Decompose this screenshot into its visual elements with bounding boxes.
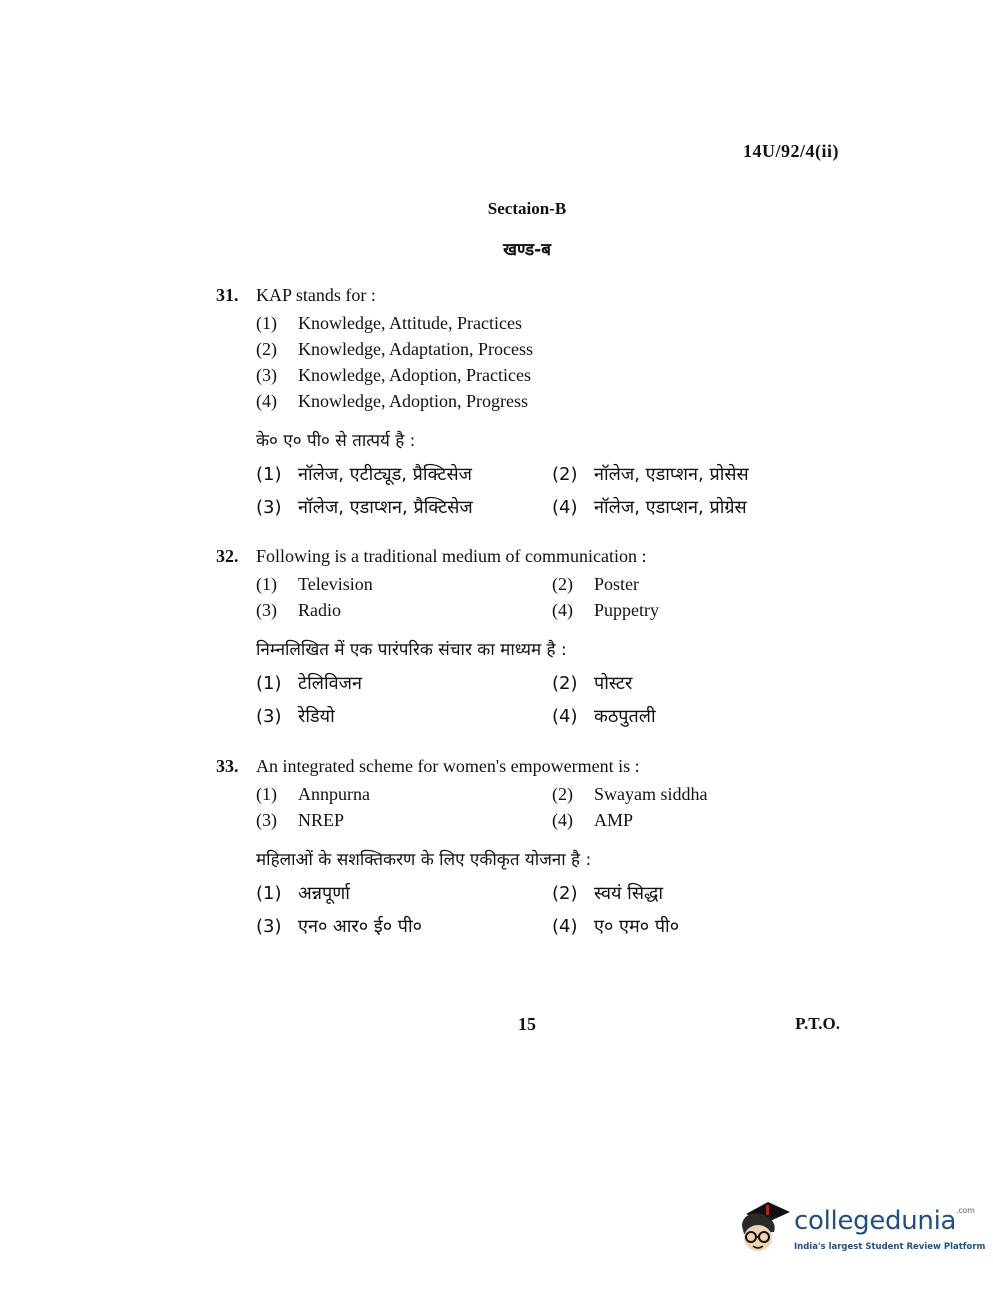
- option-number: (2): [552, 464, 578, 485]
- option-number: (4): [552, 706, 578, 727]
- option: [256, 336, 816, 362]
- option-number: (1): [256, 784, 277, 804]
- option-text: स्वयं सिद्धा: [594, 883, 664, 904]
- option-text: नॉलेज, एडाप्शन, प्रोसेस: [594, 464, 749, 485]
- option-text: रेडियो: [298, 706, 335, 727]
- option: [256, 571, 552, 597]
- option: [256, 460, 552, 493]
- option-text: एन० आर० ई० पी०: [298, 916, 423, 937]
- question-stem: An integrated scheme for women's empowerment is :: [256, 756, 640, 776]
- option: [256, 781, 552, 807]
- option-text: Knowledge, Adoption, Progress: [298, 391, 528, 411]
- option-text: Knowledge, Adaptation, Process: [298, 339, 533, 359]
- paper-code: 14U/92/4(ii): [743, 141, 839, 161]
- question-stem-hindi: निम्नलिखित में एक पारंपरिक संचार का माध्यम है :: [256, 640, 567, 660]
- option: [552, 912, 812, 945]
- option-text: पोस्टर: [594, 673, 633, 694]
- option-number: (2): [552, 574, 573, 594]
- option-number: (1): [256, 464, 282, 485]
- option: [256, 912, 552, 945]
- option: [256, 388, 816, 414]
- brand-suffix: .com: [956, 1206, 975, 1215]
- options-hindi: [256, 879, 816, 945]
- section-title-hindi: खण्ड-ब: [503, 240, 551, 260]
- option-number: (3): [256, 916, 282, 937]
- option-number: (3): [256, 810, 277, 830]
- option-text: नॉलेज, एडाप्शन, प्रोग्रेस: [594, 497, 747, 518]
- option: [256, 807, 552, 833]
- options-english: [256, 310, 816, 414]
- option-number: (2): [256, 339, 277, 359]
- option-text: अन्नपूर्णा: [298, 883, 350, 904]
- option-number: (2): [552, 673, 578, 694]
- option-number: (4): [256, 391, 277, 411]
- option: [256, 362, 816, 388]
- option-text: टेलिविजन: [298, 673, 362, 694]
- option-number: (3): [256, 600, 277, 620]
- question-number: 31.: [216, 285, 239, 305]
- option: [552, 781, 812, 807]
- option-number: (1): [256, 883, 282, 904]
- option-text: AMP: [594, 810, 634, 830]
- option-text: Knowledge, Adoption, Practices: [298, 365, 531, 385]
- option: [552, 702, 812, 735]
- question-stem-hindi: महिलाओं के सशक्तिकरण के लिए एकीकृत योजना है :: [256, 850, 592, 870]
- option: [256, 310, 816, 336]
- watermark-brand: [794, 1206, 975, 1236]
- question-stem: Following is a traditional medium of communication :: [256, 546, 647, 566]
- option-number: (3): [256, 365, 277, 385]
- option-number: (3): [256, 706, 282, 727]
- option-text: Knowledge, Attitude, Practices: [298, 313, 522, 333]
- option-text: Radio: [298, 600, 341, 620]
- option-text: Poster: [594, 574, 639, 594]
- option: [552, 460, 812, 493]
- option-number: (1): [256, 673, 282, 694]
- option: [256, 669, 552, 702]
- option: [256, 493, 552, 526]
- option-number: (4): [552, 916, 578, 937]
- option: [552, 807, 812, 833]
- option: [256, 702, 552, 735]
- option-text: नॉलेज, एटीट्यूड, प्रैक्टिसेज: [298, 464, 472, 485]
- question-number: 33.: [216, 756, 239, 776]
- option: [552, 879, 812, 912]
- question-stem: KAP stands for :: [256, 285, 376, 305]
- option-text: नॉलेज, एडाप्शन, प्रैक्टिसेज: [298, 497, 473, 518]
- option-text: Television: [298, 574, 373, 594]
- option-number: (4): [552, 810, 573, 830]
- options-hindi: [256, 460, 816, 526]
- page-number: 15: [518, 1014, 536, 1034]
- option-number: (3): [256, 497, 282, 518]
- question-text: [216, 755, 816, 781]
- options-hindi: [256, 669, 816, 735]
- option: [552, 597, 812, 623]
- options-english: [256, 571, 816, 623]
- option-number: (2): [552, 883, 578, 904]
- option: [552, 571, 812, 597]
- watermark-logo: [736, 1196, 986, 1260]
- question-stem-hindi: के० ए० पी० से तात्पर्य है :: [256, 431, 416, 451]
- question-number: 32.: [216, 546, 239, 566]
- option: [552, 669, 812, 702]
- student-mascot-icon: [736, 1196, 792, 1258]
- option-text: ए० एम० पी०: [594, 916, 680, 937]
- question-32: [216, 545, 816, 735]
- option-number: (4): [552, 497, 578, 518]
- option-text: NREP: [298, 810, 345, 830]
- option-number: (2): [552, 784, 573, 804]
- question-text: [216, 545, 816, 571]
- option-text: कठपुतली: [594, 706, 656, 727]
- watermark-tagline: India's largest Student Review Platform: [794, 1242, 986, 1252]
- option-text: Swayam siddha: [594, 784, 708, 804]
- question-31: [216, 284, 816, 526]
- pto-label: P.T.O.: [795, 1014, 840, 1033]
- option-number: (1): [256, 313, 277, 333]
- options-english: [256, 781, 816, 833]
- option-text: Puppetry: [594, 600, 659, 620]
- brand-name: collegedunia: [794, 1206, 957, 1236]
- option: [256, 879, 552, 912]
- option-number: (1): [256, 574, 277, 594]
- question-33: [216, 755, 816, 945]
- option: [256, 597, 552, 623]
- option-text: Annpurna: [298, 784, 370, 804]
- section-title: Sectaion-B: [487, 199, 567, 218]
- option-number: (4): [552, 600, 573, 620]
- question-text: [216, 284, 816, 310]
- option: [552, 493, 812, 526]
